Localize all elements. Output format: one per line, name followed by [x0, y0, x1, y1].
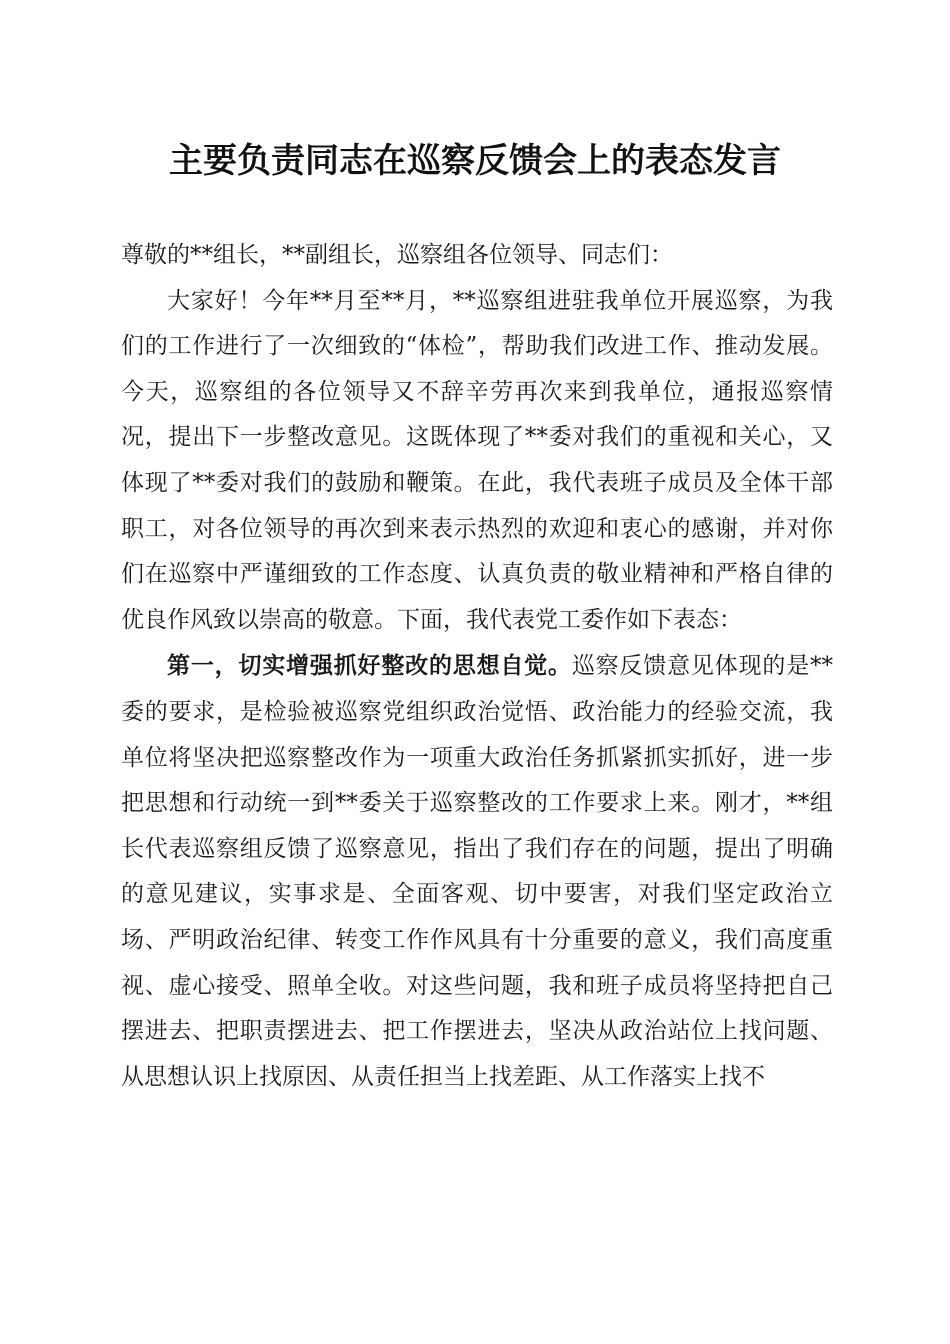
paragraph-1: 大家好！今年**月至**月，**巡察组进驻我单位开展巡察，为我们的工作进行了一次细致的“体检”，帮助我们改进工作、推动发展。今天，巡察组的各位领导又不辞辛劳再次来到我单位，通报巡察情况，提出下一步整改意见。这既体现了**委对我们的重视和关心，又体现了**委对我们的鼓励和鞭策。在此，我代表班子成员及全体干部职工，对各位领导的再次到来表示热烈的欢迎和衷心的感谢，并对你们在巡察中严谨细致的工作态度、认真负责的敬业精神和严格自律的优良作风致以崇高的敬意。下面，我代表党工委作如下表态：	[121, 287, 833, 633]
document-body	[121, 233, 833, 1100]
paragraph-2-lead: 第一，切实增强抓好整改的思想自觉。	[167, 652, 572, 680]
paragraph-2	[121, 643, 833, 1100]
document-title: 主要负责同志在巡察反馈会上的表态发言	[169, 141, 781, 181]
paragraph-2-body: 巡察反馈意见体现的是**委的要求，是检验被巡察党组织政治觉悟、政治能力的经验交流，我单位将坚决把巡察整改作为一项重大政治任务抓紧抓实抓好，进一步把思想和行动统一到**委关于巡察整改的工作要求上来。刚才，**组长代表巡察组反馈了巡察意见，指出了我们存在的问题，提出了明确的意见建议，实事求是、全面客观、切中要害，对我们坚定政治立场、严明政治纪律、转变工作作风具有十分重要的意义，我们高度重视、虚心接受、照单全收。对这些问题，我和班子成员将坚持把自己摆进去、把职责摆进去、把工作摆进去，坚决从政治站位上找问题、从思想认识上找原因、从责任担当上找差距、从工作落实上找不	[121, 653, 834, 1090]
salutation: 尊敬的**组长，**副组长，巡察组各位领导、同志们：	[121, 242, 673, 268]
